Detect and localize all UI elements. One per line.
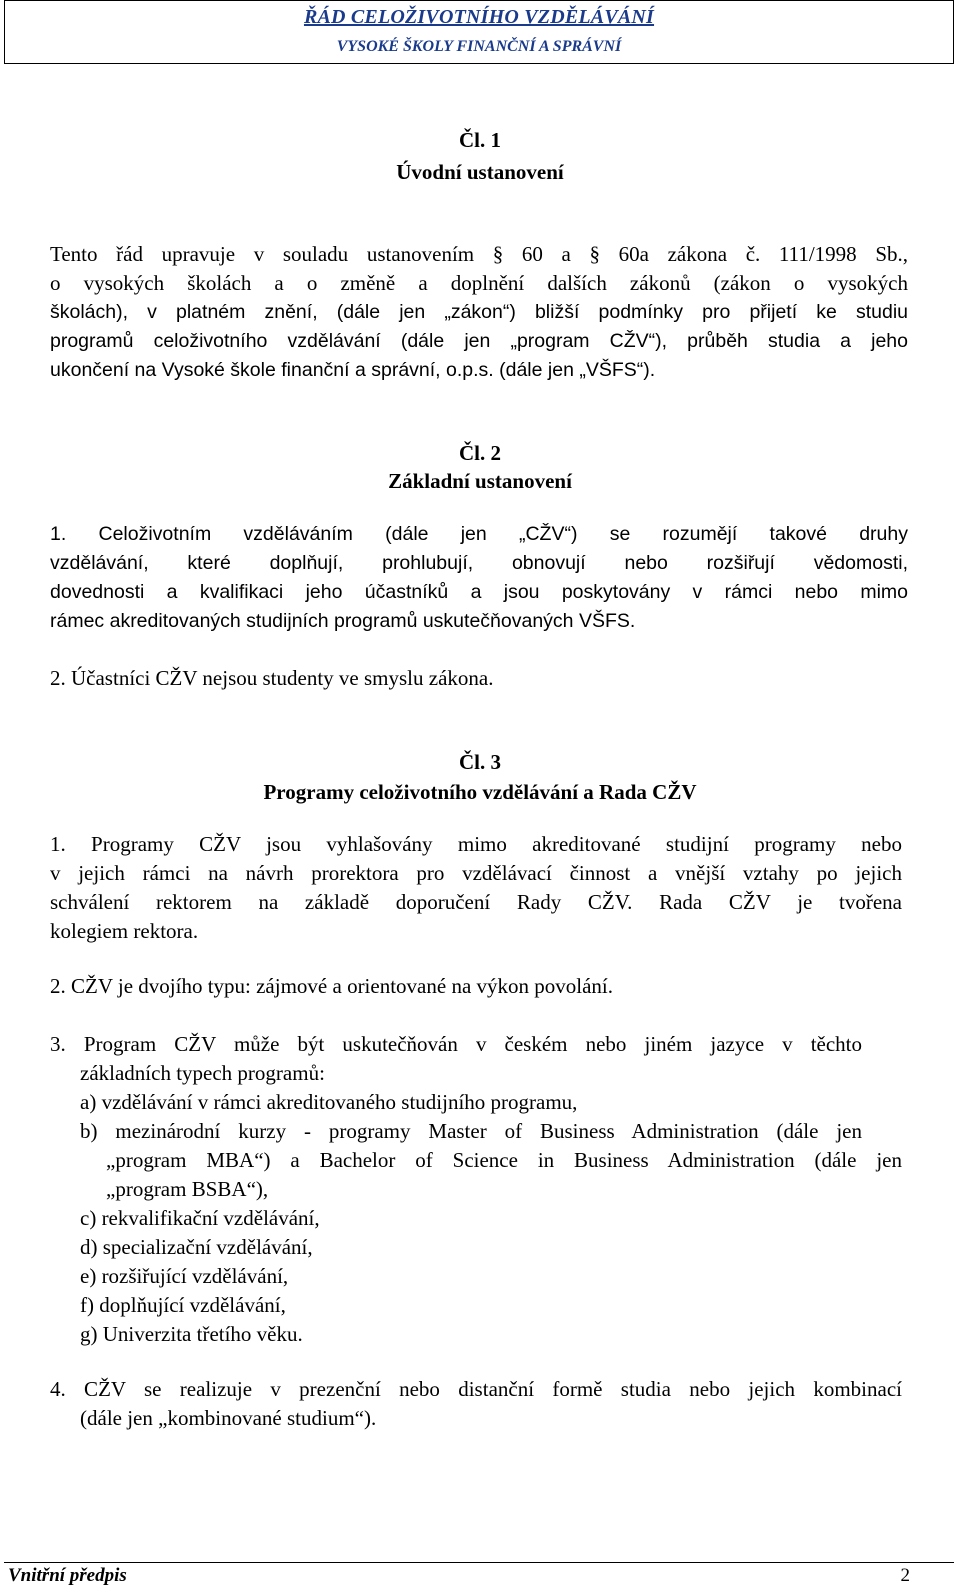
header-subtitle: VYSOKÉ ŠKOLY FINANČNÍ A SPRÁVNÍ: [336, 38, 622, 55]
article-3-p1-line: kolegiem rektora.: [50, 919, 199, 943]
article-1-body: [50, 240, 908, 298]
article-3-paragraph-4-cont: [80, 1404, 902, 1433]
article-2-paragraph-2: [50, 664, 908, 693]
list-item-b-cont: [106, 1146, 902, 1204]
article-2-paragraph-1: [50, 520, 908, 636]
article-1-number: Čl. 1: [459, 128, 501, 152]
list-item-g: g) Univerzita třetího věku.: [80, 1322, 303, 1346]
article-3-paragraph-2: [50, 972, 902, 1001]
article-2-title: Základní ustanovení: [388, 469, 572, 493]
page-number: 2: [900, 1565, 910, 1586]
list-item-b: b) mezinárodní kurzy - programy Master of Business Administration (dále jen: [80, 1119, 862, 1143]
footer-rule: [4, 1562, 954, 1563]
header-title: ŘÁD CELOŽIVOTNÍHO VZDĚLÁVÁNÍ: [303, 6, 655, 28]
article-2-p1-line: dovednosti a kvalifikaci jeho účastníků a jsou poskytovány v rámci nebo mimo: [50, 581, 908, 603]
article-1-line: školách), v platném znění, (dále jen „zákon“) bližší podmínky pro přijetí ke studiu: [50, 301, 908, 323]
article-1-line: ukončení na Vysoké škole finanční a správní, o.p.s. (dále jen „VŠFS“).: [50, 359, 656, 381]
article-3-number: Čl. 3: [459, 750, 501, 774]
article-3-p1-line: v jejich rámci na návrh prorektora pro vzdělávací činnost a vnější vztahy po jejich: [50, 861, 902, 885]
article-3-p1-line: schválení rektorem na základě doporučení Rady CŽV. Rada CŽV je tvořena: [50, 890, 902, 914]
article-2-p1-line: vzdělávání, které doplňují, prohlubují, obnovují nebo rozšiřují vědomosti,: [50, 552, 908, 574]
list-item-a: a) vzdělávání v rámci akreditovaného studijního programu,: [80, 1090, 578, 1114]
article-3-paragraph-3: [50, 1030, 862, 1059]
article-1-line: o vysokých školách a o změně a doplnění dalších zákonů (zákon o vysokých: [50, 271, 908, 295]
article-2-p1-line: rámec akreditovaných studijních programů uskutečňovaných VŠFS.: [50, 610, 636, 632]
article-3-title: Programy celoživotního vzdělávání a Rada CŽV: [263, 780, 697, 804]
article-2-p1-line: 1. Celoživotním vzděláváním (dále jen „CŽV“) se rozumějí takové druhy: [50, 523, 908, 545]
document-header: [4, 0, 954, 64]
article-3-paragraph-4: [50, 1375, 902, 1404]
article-3-p4-line: 4. CŽV se realizuje v prezenční nebo distanční formě studia nebo jejich kombinací: [50, 1377, 902, 1401]
article-1-line: programů celoživotního vzdělávání (dále jen „program CŽV“), průběh studia a jeho: [50, 330, 908, 352]
footer-label: Vnitřní předpis: [8, 1565, 127, 1586]
article-3-list-rest: [80, 1204, 862, 1349]
article-3-p1-line: 1. Programy CŽV jsou vyhlašovány mimo akreditované studijní programy nebo: [50, 832, 902, 856]
list-item-d: d) specializační vzdělávání,: [80, 1235, 313, 1259]
article-3-p4-line: (dále jen „kombinované studium“).: [80, 1406, 377, 1430]
list-item-b-line: „program BSBA“),: [106, 1177, 269, 1201]
article-3-paragraph-3-cont: [80, 1059, 862, 1146]
list-item-f: f) doplňující vzdělávání,: [80, 1293, 286, 1317]
article-2-number: Čl. 2: [459, 441, 501, 465]
article-1-body-cont: [50, 298, 908, 385]
article-3-paragraph-1: [50, 830, 902, 946]
list-item-c: c) rekvalifikační vzdělávání,: [80, 1206, 320, 1230]
article-3-p3-line: základních typech programů:: [80, 1061, 325, 1085]
article-2-p2-line: 2. Účastníci CŽV nejsou studenty ve smyslu zákona.: [50, 666, 494, 690]
list-item-b-line: „program MBA“) a Bachelor of Science in Business Administration (dále jen: [106, 1148, 902, 1172]
list-item-e: e) rozšiřující vzdělávání,: [80, 1264, 289, 1288]
article-1-line: Tento řád upravuje v souladu ustanovením § 60 a § 60a zákona č. 111/1998 Sb.,: [50, 242, 908, 266]
article-3-p2-line: 2. CŽV je dvojího typu: zájmové a orientované na výkon povolání.: [50, 974, 614, 998]
article-3-p3-line: 3. Program CŽV může být uskutečňován v českém nebo jiném jazyce v těchto: [50, 1032, 862, 1056]
article-1-title: Úvodní ustanovení: [396, 160, 564, 184]
